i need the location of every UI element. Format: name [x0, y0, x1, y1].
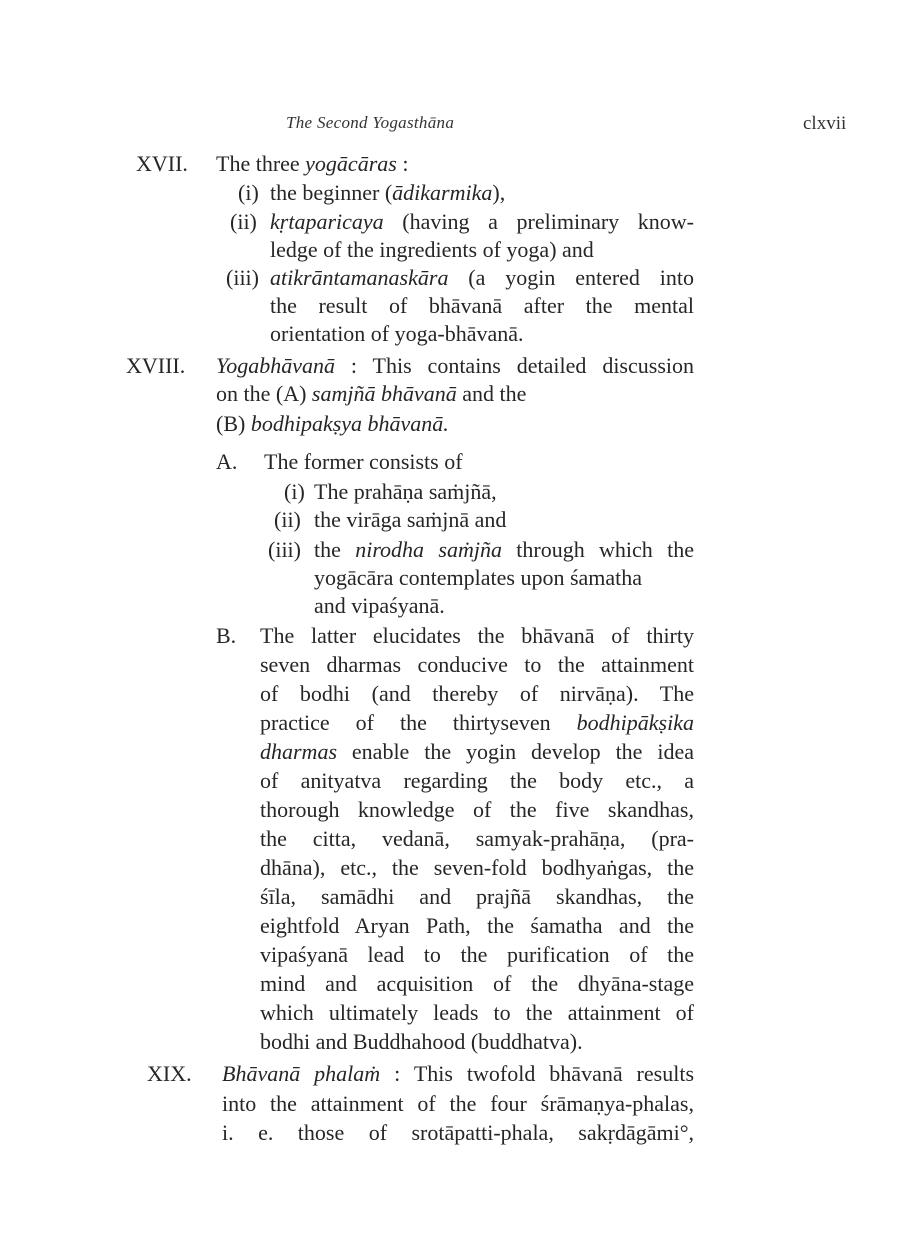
list-item-marker: (i)	[238, 180, 259, 205]
section-number-xix: XIX.	[147, 1061, 192, 1086]
list-item: the virāga saṁjnā and	[314, 507, 507, 532]
paragraph-line: of anityatva regarding the body etc., a	[260, 768, 694, 793]
paragraph-line: dharmas enable the yogin develop the idea	[260, 739, 694, 764]
section-xviii-line-1: Yogabhāvanā : This contains detailed discussion	[216, 353, 694, 378]
section-xviii-line-2: on the (A) samjñā bhāvanā and the	[216, 381, 527, 406]
list-item: the nirodha saṁjña through which the	[314, 537, 694, 562]
list-item: kṛtaparicaya (having a preliminary know-	[270, 209, 694, 234]
section-number-xvii: XVII.	[136, 151, 188, 176]
section-number-xviii: XVIII.	[126, 353, 186, 378]
paragraph-line: mind and acquisition of the dhyāna-stage	[260, 971, 694, 996]
list-item: atikrāntamanaskāra (a yogin entered into	[270, 265, 694, 290]
subsection-marker-a: A.	[216, 449, 238, 474]
list-item-marker: (ii)	[274, 507, 301, 532]
section-xix-line-3: i. e. those of srotāpatti-phala, sakṛdāgāmi°,	[222, 1120, 694, 1145]
paragraph-line: the citta, vedanā, samyak-prahāṇa, (pra-	[260, 826, 694, 851]
paragraph-line: eightfold Aryan Path, the śamatha and the	[260, 913, 694, 938]
list-item-continuation: and vipaśyanā.	[314, 593, 445, 618]
section-xvii-heading: The three yogācāras :	[216, 151, 409, 176]
subsection-marker-b: B.	[216, 623, 237, 648]
paragraph-line: thorough knowledge of the five skandhas,	[260, 797, 694, 822]
list-item-marker: (iii)	[268, 537, 301, 562]
section-xix-line-1: Bhāvanā phalaṁ : This twofold bhāvanā results	[222, 1061, 695, 1086]
list-item-continuation: the result of bhāvanā after the mental	[270, 293, 694, 318]
paragraph-line: vipaśyanā lead to the purification of the	[260, 942, 694, 967]
paragraph-line: of bodhi (and thereby of nirvāṇa). The	[260, 681, 694, 706]
page-number: clxvii	[803, 113, 847, 134]
section-xix-line-2: into the attainment of the four śrāmaṇya-phalas,	[222, 1091, 694, 1116]
running-head: The Second Yogasthāna	[286, 113, 455, 132]
list-item-marker: (iii)	[226, 265, 259, 290]
paragraph-line: seven dharmas conducive to the attainment	[260, 652, 694, 677]
list-item-marker: (ii)	[230, 209, 257, 234]
paragraph-line: śīla, samādhi and prajñā skandhas, the	[260, 884, 694, 909]
paragraph-line: bodhi and Buddhahood (buddhatva).	[260, 1029, 583, 1054]
list-item-continuation: yogācāra contemplates upon śamatha	[314, 565, 643, 590]
paragraph-line: dhāna), etc., the seven-fold bodhyaṅgas, the	[260, 855, 694, 880]
subsection-a-intro: The former consists of	[264, 449, 463, 474]
paragraph-line: The latter elucidates the bhāvanā of thirty	[260, 623, 694, 648]
paragraph-line: practice of the thirtyseven bodhipākṣika	[260, 710, 694, 735]
list-item: the beginner (ādikarmika),	[270, 180, 506, 205]
list-item: The prahāṇa saṁjñā,	[314, 479, 497, 504]
paragraph-line: which ultimately leads to the attainment of	[260, 1000, 694, 1025]
list-item-continuation: ledge of the ingredients of yoga) and	[270, 237, 594, 262]
list-item-continuation: orientation of yoga-bhāvanā.	[270, 321, 524, 346]
section-xviii-line-3: (B) bodhipakṣya bhāvanā.	[216, 411, 449, 436]
list-item-marker: (i)	[284, 479, 305, 504]
